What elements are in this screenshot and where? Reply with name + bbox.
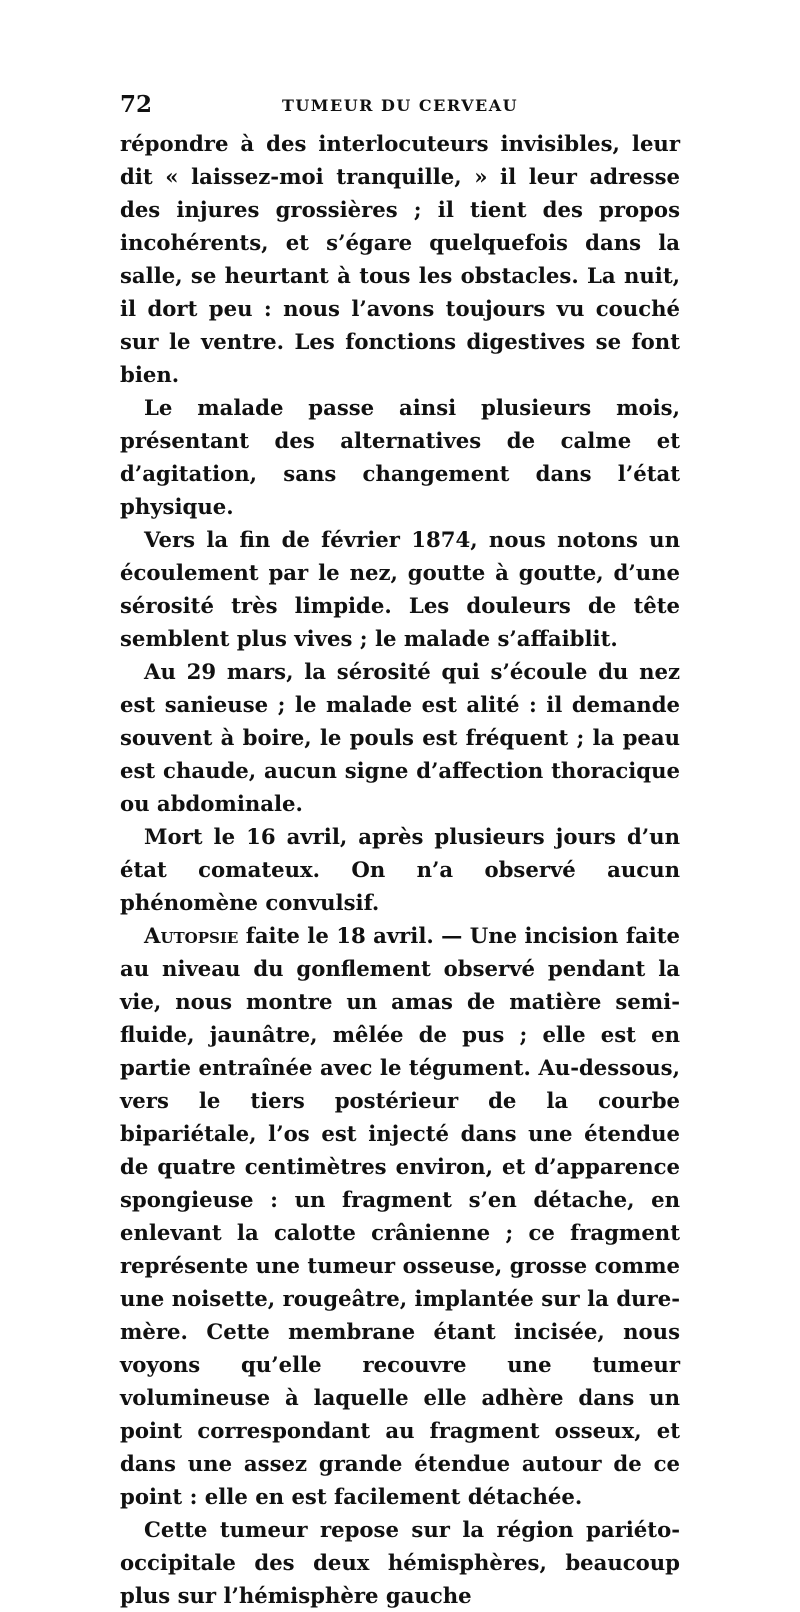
paragraph-5: Mort le 16 avril, après plusieurs jours d’un état comateux. On n’a observé aucun phénomène convulsif. bbox=[120, 824, 680, 915]
paragraph-7: Cette tumeur repose sur la région pariéto-occipitale des deux hémisphères, beaucoup plus sur l’hémisphère gauche bbox=[120, 1517, 680, 1608]
autopsy-heading: Autopsie bbox=[144, 923, 239, 948]
paragraph-6-text: faite le 18 avril. — Une incision faite au niveau du gonflement observé pendant la vie, nous montre un amas de matière semi-fluide, jaunâtre, mêlée de pus ; elle est en partie entraînée avec le tégument. Au-dessous, vers le tiers postérieur de la courbe bipariétale, l’os est injecté dans une étendue de quatre centimètres environ, et d’apparence spongieuse : un fragment s’en détache, en enlevant la calotte crânienne ; ce fragment représente une tumeur osseuse, grosse comme une noisette, rougeâtre, implantée sur la dure-mère. Cette membrane étant incisée, nous voyons qu’elle recouvre une tumeur volumineuse à laquelle elle adhère dans un point correspondant au fragment osseux, et dans une assez grande étendue autour de ce point : elle en est facilement détachée. bbox=[120, 923, 680, 1509]
page-body bbox=[120, 127, 680, 1612]
paragraph-3: Vers la fin de février 1874, nous notons un écoulement par le nez, goutte à goutte, d’une sérosité très limpide. Les douleurs de tête semblent plus vives ; le malade s’affaiblit. bbox=[120, 527, 680, 651]
paragraph-6 bbox=[120, 919, 680, 1513]
paragraph-4: Au 29 mars, la sérosité qui s’écoule du nez est sanieuse ; le malade est alité : il demande souvent à boire, le pouls est fréquent ; la peau est chaude, aucun signe d’affection thoracique ou abdominale. bbox=[120, 659, 680, 816]
paragraph-1: répondre à des interlocuteurs invisibles, leur dit « laissez-moi tranquille, » il leur adresse des injures grossières ; il tient des propos incohérents, et s’égare quelquefois dans la salle, se heurtant à tous les obstacles. La nuit, il dort peu : nous l’avons toujours vu couché sur le ventre. Les fonctions digestives se font bien. bbox=[120, 131, 680, 387]
paragraph-2: Le malade passe ainsi plusieurs mois, présentant des alternatives de calme et d’agitation, sans changement dans l’état physique. bbox=[120, 395, 680, 519]
running-title: TUMEUR DU CERVEAU bbox=[281, 96, 519, 115]
page-header bbox=[120, 91, 680, 121]
page-number: 72 bbox=[120, 91, 153, 118]
